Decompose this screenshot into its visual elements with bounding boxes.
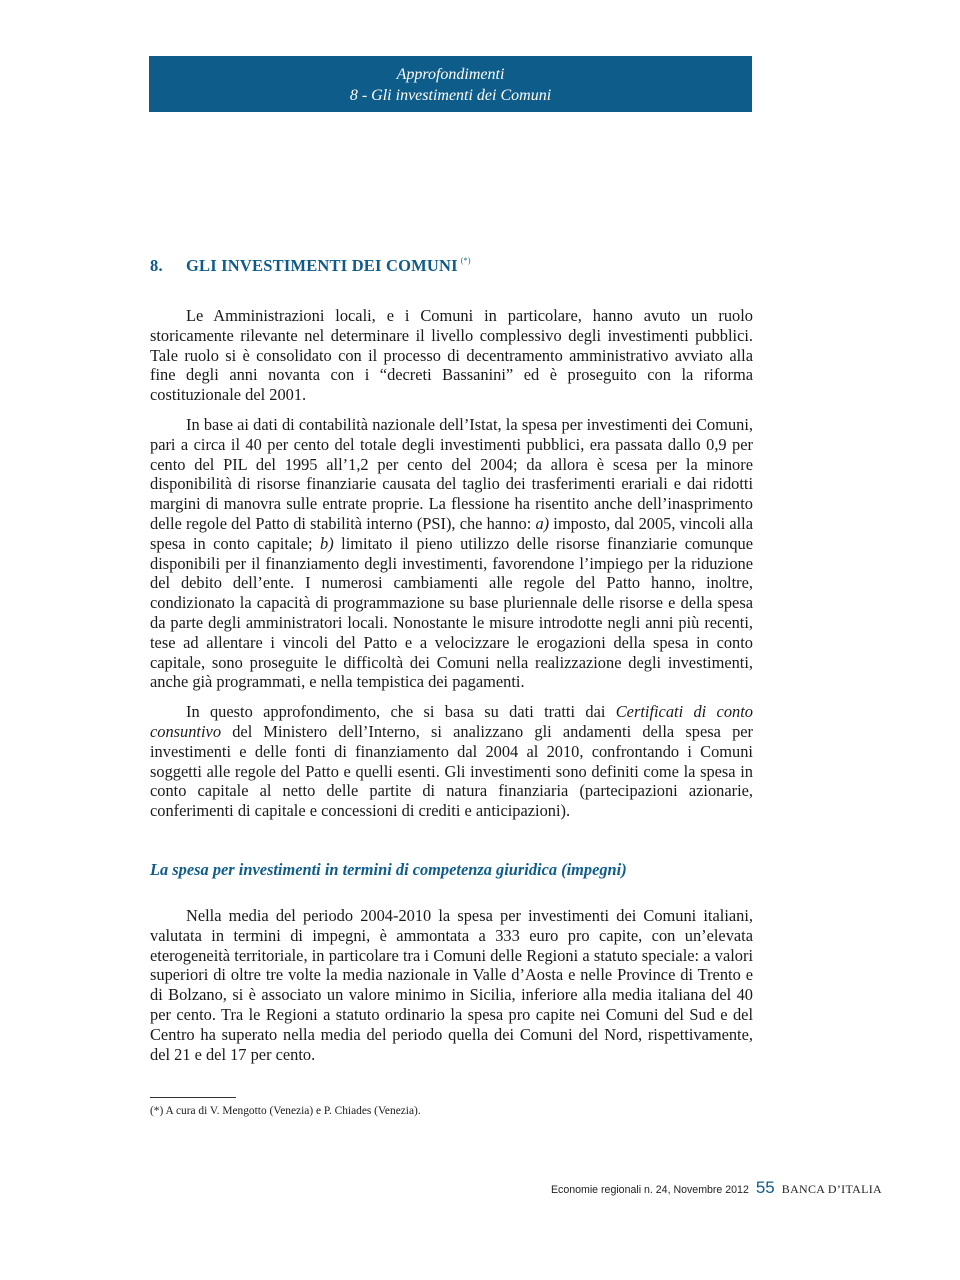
paragraph-text: In questo approfondimento, che si basa su dati tratti dai <box>186 702 606 722</box>
paragraph-text: imposto, dal 2005, vincoli alla spesa in conto capitale; <box>150 513 753 553</box>
emphasis-text: Certificati di conto consuntivo <box>150 702 753 741</box>
chapter-number: 8. <box>150 256 163 275</box>
list-marker: a) <box>535 513 550 533</box>
paragraph: Le Amministrazioni locali, e i Comuni in particolare, hanno avuto un ruolo storicamente rilevante nel determinare il livello complessivo degli investimenti pubblici. Tale ruolo si è consolidato con il processo di decentramento amministrativo avviato alla fine degli anni novanta con i “decreti Bassanini” ed è proseguito con la riforma costituzionale del 2001. <box>150 306 753 405</box>
chapter-title-text: GLI INVESTIMENTI DEI COMUNI <box>186 256 458 275</box>
chapter-footnote-marker: (*) <box>460 256 471 265</box>
paragraph-text: del Ministero dell’Interno, si analizzano gli andamenti della spesa per investimenti e delle fonti di finanziamento dal 2004 al 2010, confrontando i Comuni soggetti alle regole del Patto e quelli esenti. Gli investimenti sono definiti come la spesa in conto capitale al netto delle partite di natura finanziaria (partecipazioni azionarie, conferimenti di capitale e concessioni di crediti e anticipazioni). <box>150 721 753 821</box>
footnote-divider <box>150 1097 236 1098</box>
running-header-chapter: 8 - Gli investimenti dei Comuni <box>349 87 552 104</box>
publication-info: Economie regionali n. 24, Novembre 2012 <box>550 1184 749 1196</box>
paragraph-text: In base ai dati di contabilità nazionale dell’Istat, la spesa per investimenti dei Comuni, pari a circa il 40 per cento del totale degli investimenti pubblici, era passata dallo 0,9 per cento del PIL del 1995 all’1,2 per cento del 2004; da allora è scesa per la minore disponibilità di risorse finanziarie causata del taglio dei trasferimenti erariali e dai ridotti margini di manovra sulle entrate proprie. La flessione ha risentito anche dell’inasprimento delle regole del Patto di stabilità interno (PSI), che hanno: <box>150 414 753 533</box>
page-footer <box>551 1178 882 1200</box>
publisher-name: BANCA D’ITALIA <box>781 1182 882 1196</box>
paragraph <box>150 415 753 692</box>
footnote: (*) A cura di V. Mengotto (Venezia) e P. Chiades (Venezia). <box>150 1105 421 1117</box>
section-body <box>150 906 753 1074</box>
paragraph: Nella media del periodo 2004-2010 la spesa per investimenti dei Comuni italiani, valutata in termini di impegni, è ammontata a 333 euro pro capite, con un’elevata eterogeneità territoriale, in particolare tra i Comuni delle Regioni a statuto speciale: a valori superiori di oltre tre volte la media nazionale in Valle d’Aosta e nelle Province di Trento e di Bolzano, si è associato un valore minimo in Sicilia, inferiore alla media italiana del 40 per cento. Tra le Regioni a statuto ordinario la spesa pro capite nei Comuni del Sud e del Centro ha superato nella media del periodo quella dei Comuni del Nord, rispettivamente, del 21 e del 17 per cento. <box>150 906 753 1064</box>
section-title: La spesa per investimenti in termini di competenza giuridica (impegni) <box>150 860 627 879</box>
running-header-section: Approfondimenti <box>396 66 505 83</box>
chapter-title <box>150 256 471 276</box>
running-header <box>149 56 752 112</box>
list-marker: b) <box>320 533 334 553</box>
paragraph <box>150 702 753 821</box>
page-number: 55 <box>755 1178 775 1197</box>
intro-body <box>150 306 753 831</box>
paragraph-text: limitato il pieno utilizzo delle risorse finanziarie comunque disponibili per il finanziamento degli investimenti, favorendone l’impiego per la riduzione del debito dell’ente. I numerosi cambiamenti alle regole del Patto hanno, inoltre, condizionato la capacità di programmazione su base pluriennale delle risorse e della spesa da parte degli amministratori locali. Nonostante le misure introdotte negli anni più recenti, tese ad allentare i vincoli del Patto e a velocizzare le erogazioni della spesa in conto capitale, sono proseguite le difficoltà dei Comuni nella realizzazione degli investimenti, anche già programmati, e nella tempistica dei pagamenti. <box>150 533 753 692</box>
